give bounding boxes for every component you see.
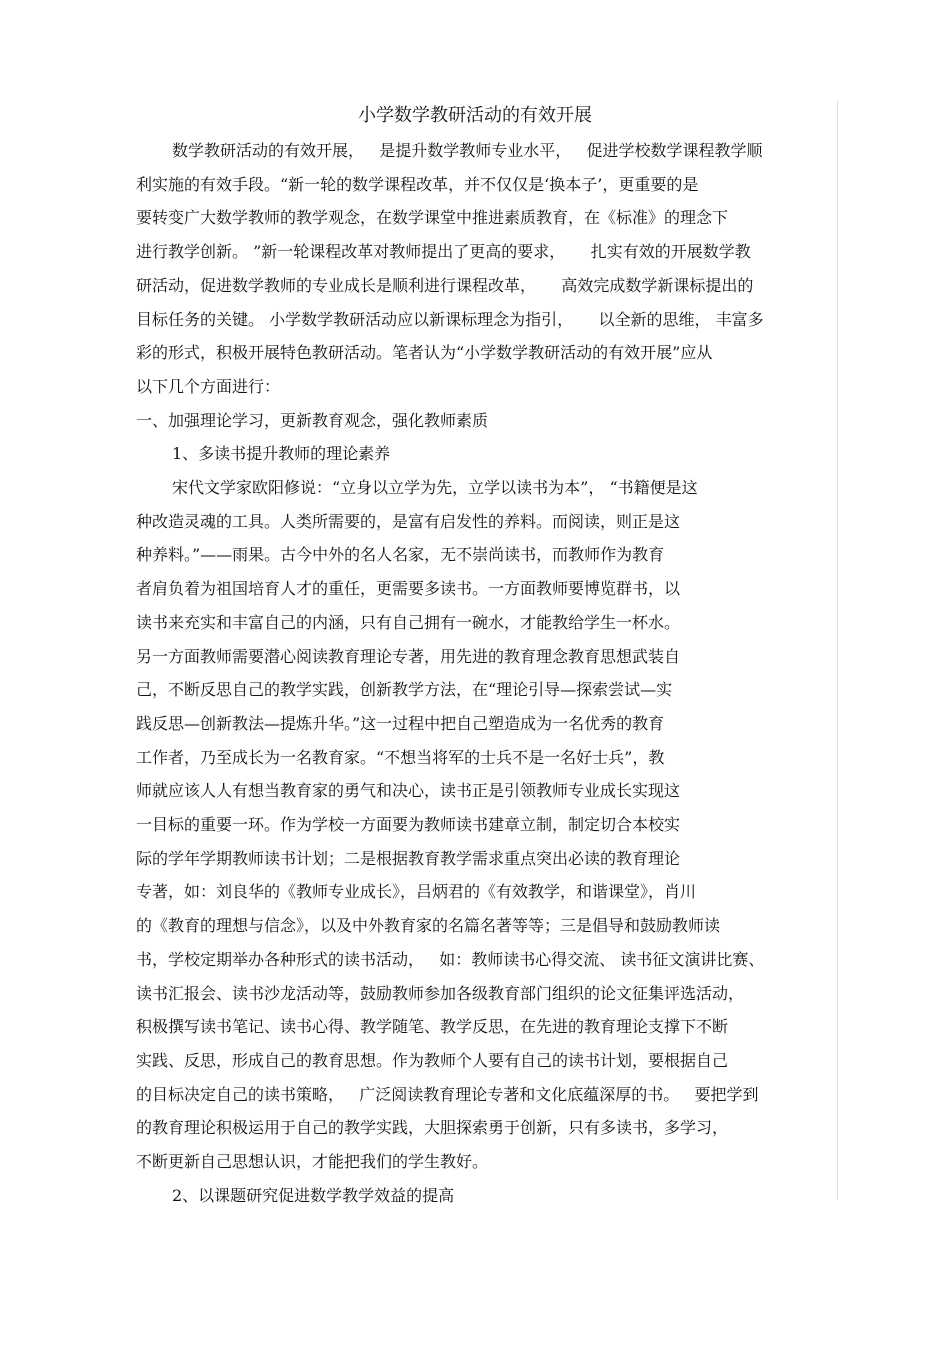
body-line: 种改造灵魂的工具。人类所需要的，是富有启发性的养料。而阅读，则正是这: [136, 512, 681, 531]
body-line: 的教育理论积极运用于自己的教学实践，大胆探索勇于创新，只有多读书，多学习，: [136, 1118, 729, 1137]
margin-rule: [837, 100, 838, 1200]
body-line: 者肩负着为祖国培育人才的重任，更需要多读书。一方面教师要博览群书，以: [136, 579, 681, 598]
body-line: 研活动，促进数学教师的专业成长是顺利进行课程改革， 高效完成数学新课标提出的: [136, 276, 754, 295]
body-line: 进行教学创新。 ”新一轮课程改革对教师提出了更高的要求， 扎实有效的开展数学教: [136, 242, 751, 261]
body-line: 积极撰写读书笔记、读书心得、教学随笔、教学反思，在先进的教育理论支撑下不断: [136, 1017, 729, 1036]
body-line: 目标任务的关键。 小学数学教研活动应以新课标理念为指引， 以全新的思维， 丰富多: [136, 310, 764, 329]
body-line: 专著，如：刘良华的《教师专业成长》，吕炳君的《有效教学，和谐课堂》，肖川: [136, 882, 697, 901]
body-line: 读书来充实和丰富自己的内涵，只有自己拥有一碗水，才能教给学生一杯水。: [136, 613, 681, 632]
body-line: 师就应该人人有想当教育家的勇气和决心，读书正是引领教师专业成长实现这: [136, 781, 681, 800]
body-line: 书，学校定期举办各种形式的读书活动， 如：教师读书心得交流、 读书征文演讲比赛、: [136, 950, 765, 969]
body-line: 彩的形式，积极开展特色教研活动。笔者认为“小学数学教研活动的有效开展”应从: [136, 343, 713, 362]
body-line: 利实施的有效手段。“新一轮的数学课程改革，并不仅仅是‘换本子’，更重要的是: [136, 175, 699, 194]
document-title: 小学数学教研活动的有效开展: [358, 105, 592, 126]
body-line: 不断更新自己思想认识，才能把我们的学生教好。: [136, 1152, 489, 1171]
body-line: 己，不断反思自己的教学实践，创新教学方法，在“理论引导—探索尝试—实: [136, 680, 673, 699]
body-line: 的《教育的理想与信念》，以及中外教育家的名篇名著等等；三是倡导和鼓励教师读: [136, 916, 721, 935]
subsection-heading: 2、以课题研究促进数学教学效益的提高: [172, 1186, 455, 1205]
body-line: 要转变广大数学教师的教学观念，在数学课堂中推进素质教育，在《标准》的理念下: [136, 208, 729, 227]
body-line: 数学教研活动的有效开展， 是提升数学教师专业水平， 促进学校数学课程教学顺: [172, 141, 763, 160]
body-line: 宋代文学家欧阳修说：“立身以立学为先，立学以读书为本”， “书籍便是这: [172, 478, 698, 497]
subsection-heading: 1、多读书提升教师的理论素养: [172, 444, 391, 463]
body-line: 种养料。”——雨果。古今中外的名人名家，无不崇尚读书，而教师作为教育: [136, 545, 665, 564]
body-line: 另一方面教师需要潜心阅读教育理论专著，用先进的教育理念教育思想武装自: [136, 647, 681, 666]
body-line: 一目标的重要一环。作为学校一方面要为教师读书建章立制，制定切合本校实: [136, 815, 681, 834]
body-line: 际的学年学期教师读书计划；二是根据教育教学需求重点突出必读的教育理论: [136, 849, 681, 868]
section-heading: 一、加强理论学习，更新教育观念，强化教师素质: [136, 411, 489, 430]
body-line: 的目标决定自己的读书策略， 广泛阅读教育理论专著和文化底蕴深厚的书。 要把学到: [136, 1085, 759, 1104]
body-line: 践反思—创新教法—提炼升华。”这一过程中把自己塑造成为一名优秀的教育: [136, 714, 665, 733]
body-line: 工作者，乃至成长为一名教育家。“不想当将军的士兵不是一名好士兵”，教: [136, 748, 665, 767]
body-line: 以下几个方面进行：: [136, 377, 281, 396]
body-line: 实践、反思，形成自己的教育思想。作为教师个人要有自己的读书计划，要根据自己: [136, 1051, 729, 1070]
body-line: 读书汇报会、读书沙龙活动等，鼓励教师参加各级教育部门组织的论文征集评选活动，: [136, 984, 745, 1003]
